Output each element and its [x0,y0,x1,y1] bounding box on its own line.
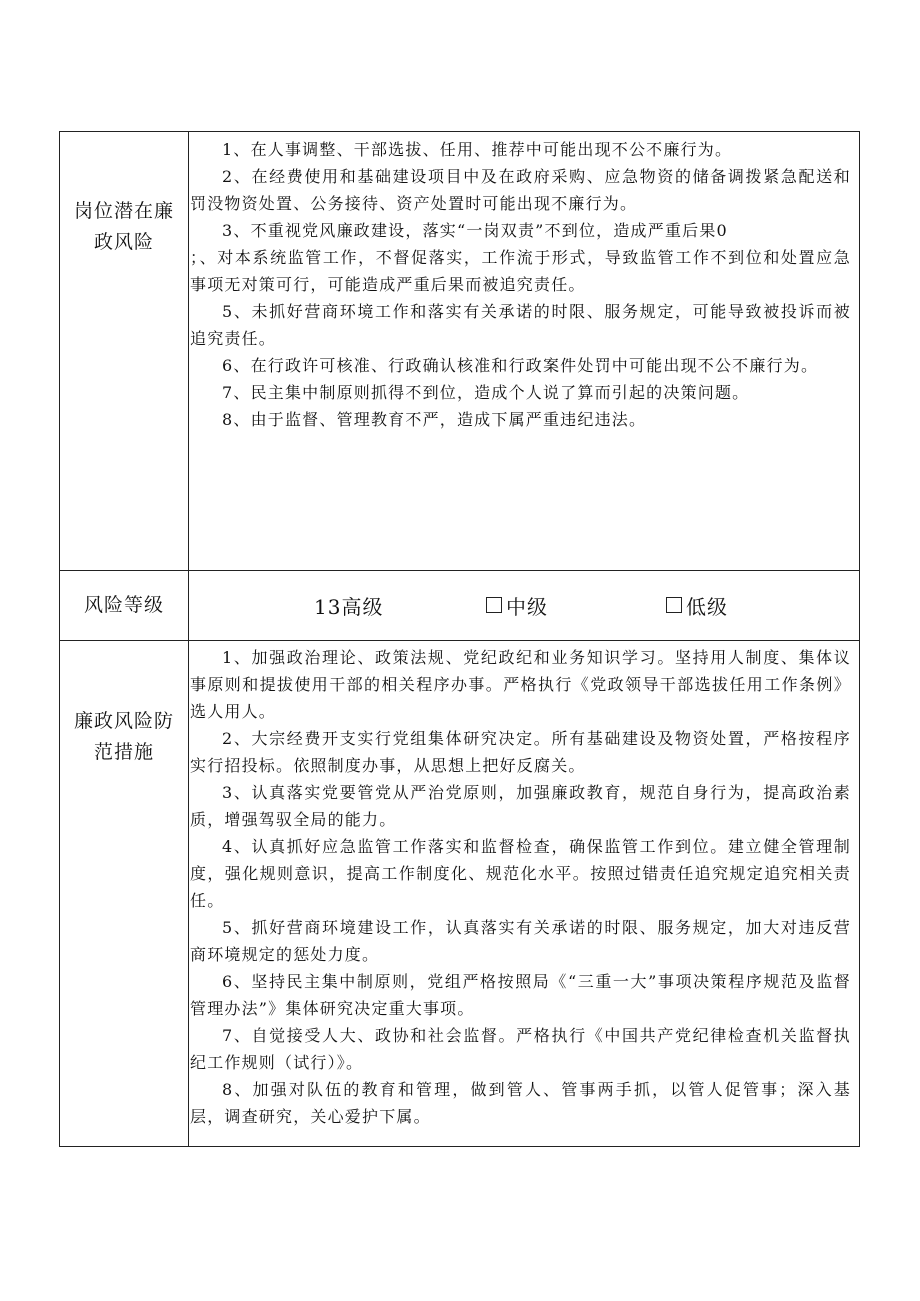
risk-item: 2、在经费使用和基础建设项目中及在政府采购、应急物资的储备调拨紧急配送和罚没物资处置、公务接待、资产处置时可能出现不廉行为。 [190,167,851,213]
risk-item: 7、民主集中制原则抓得不到位，造成个人说了算而引起的决策问题。 [222,383,750,402]
risk-item: ；、对本系统监管工作，不督促落实，工作流于形式，导致监管工作不到位和处置应急事项无对策可行，可能造成严重后果而被追究责任。 [190,248,851,294]
measure-item: 8、加强对队伍的教育和管理，做到管人、管事两手抓，以管人促管事；深入基层，调查研究，关心爱护下属。 [190,1080,851,1126]
level-mid[interactable] [486,591,548,620]
measure-item: 7、自觉接受人大、政协和社会监督。严格执行《中国共产党纪律检查机关监督执纪工作规则（试行）》。 [190,1026,851,1072]
level-high-text: 13高级 [314,594,384,619]
measure-item: 3、认真落实党要管党从严治党原则，加强廉政教育，规范自身行为，提高政治素质，增强驾驭全局的能力。 [190,783,851,829]
checkbox-icon[interactable] [486,597,502,613]
measure-item: 4、认真抓好应急监管工作落实和监督检查，确保监管工作到位。建立健全管理制度，强化规则意识，提高工作制度化、规范化水平。按照过错责任追究规定追究相关责任。 [190,837,851,910]
measures-list [190,644,851,1144]
risk-item: 8、由于监督、管理教育不严，造成下属严重违纪违法。 [222,410,647,429]
level-low-text: 低级 [686,594,728,619]
column-divider [188,132,189,1146]
checkbox-icon[interactable] [666,597,682,613]
measure-item: 5、抓好营商环境建设工作，认真落实有关承诺的时限、服务规定，加大对违反营商环境规定的惩处力度。 [190,918,851,964]
risk-item: 3、不重视党风廉政建设，落实“一岗双责”不到位，造成严重后果0 [222,221,728,240]
row-divider-2 [60,640,859,641]
risk-table [59,131,860,1147]
risk-item: 1、在人事调整、干部选拔、任用、推荐中可能出现不公不廉行为。 [222,140,733,159]
risk-item: 6、在行政许可核准、行政确认核准和行政案件处罚中可能出现不公不廉行为。 [222,356,819,375]
level-high [314,591,383,620]
level-label: 风险等级 [83,593,164,616]
level-options [190,570,859,640]
level-mid-text: 中级 [506,594,548,619]
level-low[interactable] [666,591,728,620]
measure-item: 6、坚持民主集中制原则，党组严格按照局《“三重一大”事项决策程序规范及监督管理办法”》集体研究决定重大事项。 [190,972,851,1018]
risk-label: 岗位潜在廉政风险 [73,200,174,253]
risk-item: 5、未抓好营商环境工作和落实有关承诺的时限、服务规定，可能导致被投诉而被追究责任。 [190,302,851,348]
risk-list [190,136,851,433]
measure-item: 2、大宗经费开支实行党组集体研究决定。所有基础建设及物资处置，严格按程序实行招投标。依照制度办事，从思想上把好反腐关。 [190,729,851,775]
measures-label: 廉政风险防范措施 [73,710,174,763]
measure-item: 1、加强政治理论、政策法规、党纪政纪和业务知识学习。坚持用人制度、集体议事原则和提拔使用干部的相关程序办事。严格执行《党政领导干部选拔任用工作条例》选人用人。 [190,648,851,721]
